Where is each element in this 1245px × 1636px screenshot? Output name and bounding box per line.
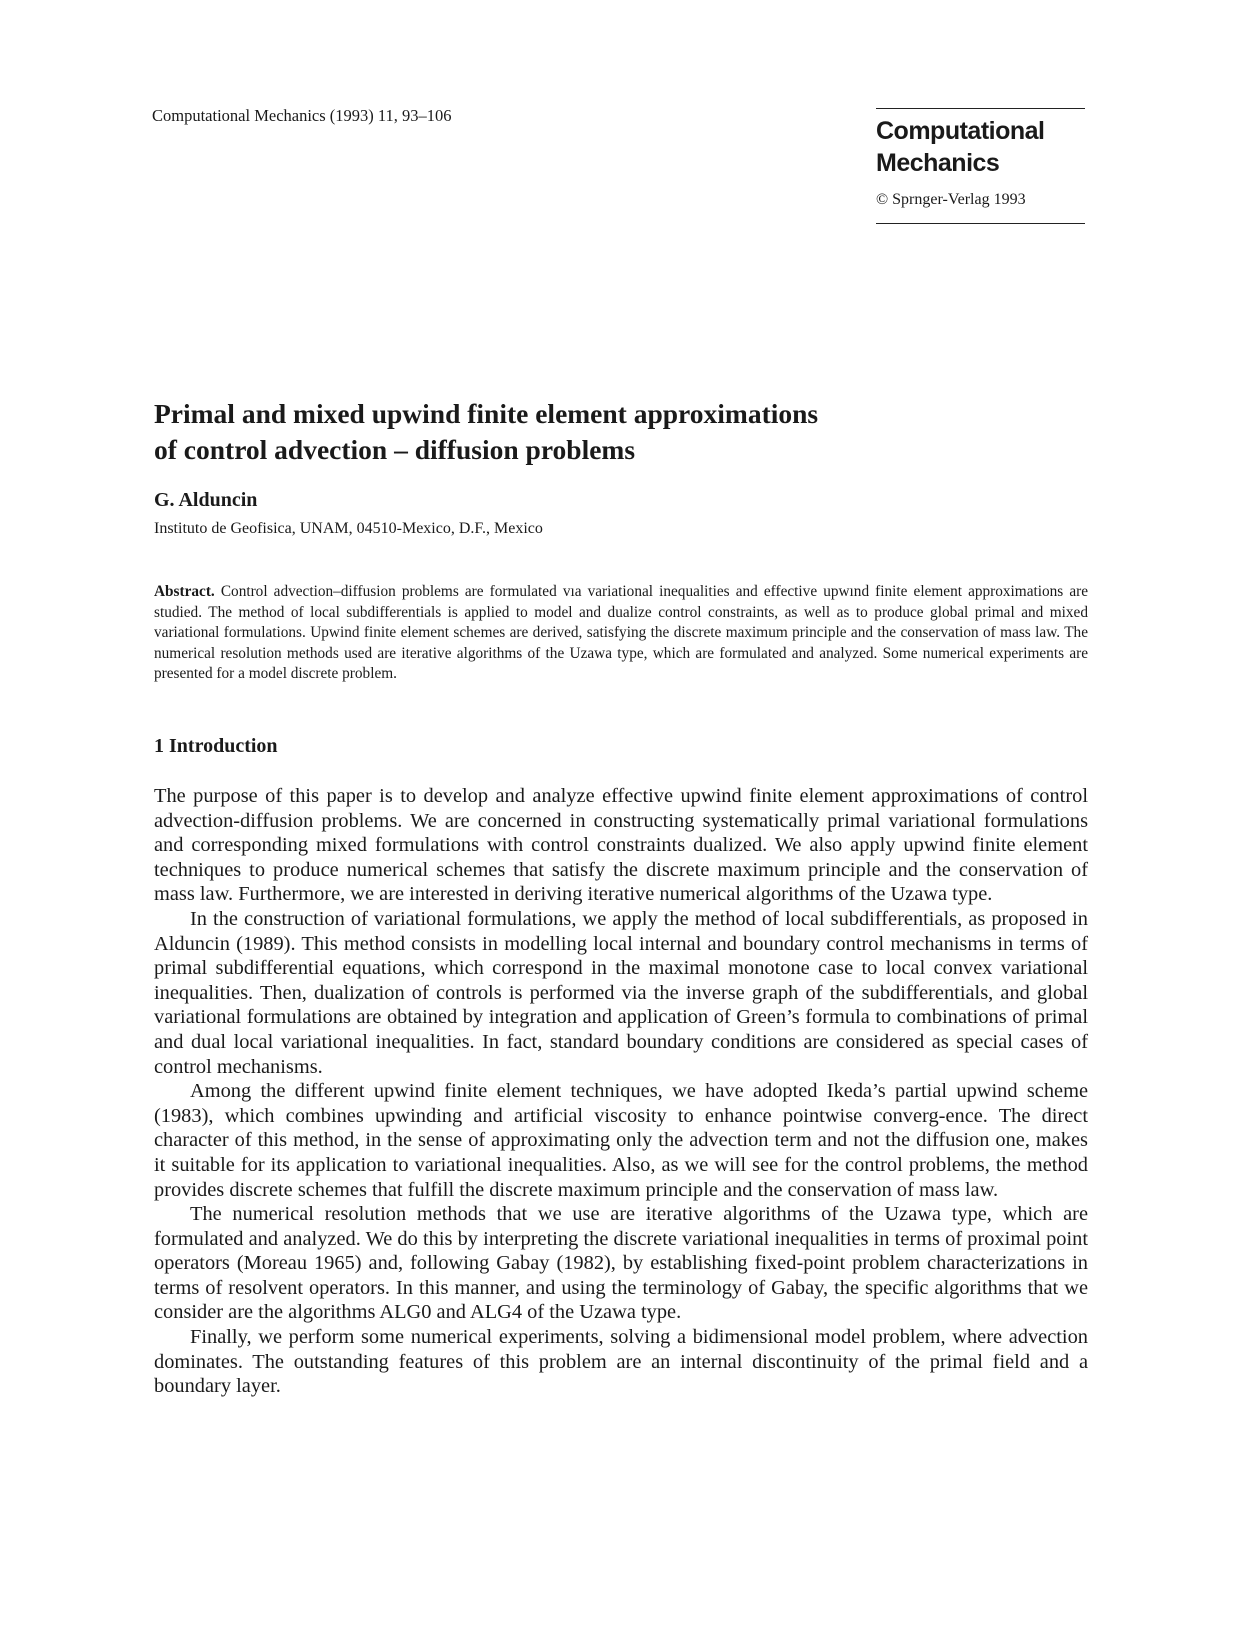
title-line-1: Primal and mixed upwind finite element approximations: [154, 398, 819, 429]
paragraph-3: Among the different upwind finite element techniques, we have adopted Ikeda’s partial upwind scheme (1983), which combines upwinding and artificial viscosity to enhance pointwise converg-ence. The direct character of this method, in the sense of approximating only the advection term and not the diffusion one, makes it suitable for its application to variational inequalities. Also, as we will see for the control problems, the method provides discrete schemes that fulfill the discrete maximum principle and the conservation of mass law.: [154, 1080, 1088, 1201]
journal-name-line-2: Mechanics: [876, 149, 1000, 177]
paragraph-5: Finally, we perform some numerical experiments, solving a bidimensional model problem, where advection dominates. The outstanding features of this problem are an internal discontinuity of the primal field and a boundary layer.: [154, 1326, 1088, 1398]
copyright-notice: © Sprnger-Verlag 1993: [876, 191, 1026, 208]
abstract: [154, 582, 1088, 685]
paragraph-4: The numerical resolution methods that we use are iterative algorithms of the Uzawa type, which are formulated and analyzed. We do this by interpreting the discrete variational inequalities in terms of proximal point operators (Moreau 1965) and, following Gabay (1982), by establishing fixed-point problem characterizations in terms of resolvent operators. In this manner, and using the terminology of Gabay, the specific algorithms that we consider are the algorithms ALG0 and ALG4 of the Uzawa type.: [154, 1203, 1088, 1324]
paragraph-2: In the construction of variational formulations, we apply the method of local subdifferentials, as proposed in Alduncin (1989). This method consists in modelling local internal and boundary control mechanisms in terms of primal subdifferential equations, which correspond in the maximal monotone case to local convex variational inequalities. Then, dualization of controls is performed via the inverse graph of the subdifferentials, and global variational formulations are obtained by integration and application of Green’s formula to combinations of primal and dual local variational inequalities. In fact, standard boundary conditions are considered as special cases of control mechanisms.: [154, 907, 1088, 1078]
journal-name-line-1: Computational: [876, 117, 1045, 145]
author-name: G. Alduncin: [154, 489, 258, 511]
section-body: [154, 784, 1088, 1399]
section-heading: 1 Introduction: [154, 735, 278, 757]
journal-masthead: [876, 108, 1085, 224]
abstract-text: Control advection–diffusion problems are formulated vıa variational inequalities and effective upwınd finite element approximations are studied. The method of local subdifferentials is applied to model and dualize control constraints, as well as to produce global primal and mixed variational formulations. Upwind finite element schemes are derived, satisfying the discrete maximum principle and the conservation of mass law. The numerical resolution methods used are iterative algorithms of the Uzawa type, which are formulated and analyzed. Some numerical experiments are presented for a model discrete problem.: [154, 583, 1088, 682]
journal-name: [876, 115, 1085, 179]
paper-title: [154, 396, 954, 468]
abstract-label: Abstract.: [154, 583, 215, 600]
title-line-2: of control advection – diffusion problems: [154, 434, 636, 465]
masthead-bottom-rule: [876, 223, 1085, 224]
paragraph-1: The purpose of this paper is to develop and analyze effective upwind finite element approximations of control advection-diffusion problems. We are concerned in constructing systematically primal variational formulations and corresponding mixed formulations with control constraints dualized. We also apply upwind finite element techniques to produce numerical schemes that satisfy the discrete maximum principle and the conservation of mass law. Furthermore, we are interested in deriving iterative numerical algorithms of the Uzawa type.: [154, 785, 1088, 906]
masthead-top-rule: [876, 108, 1085, 109]
journal-citation: Computational Mechanics (1993) 11, 93–106: [152, 106, 452, 125]
author-affiliation: Instituto de Geofisica, UNAM, 04510-Mexico, D.F., Mexico: [154, 520, 543, 537]
